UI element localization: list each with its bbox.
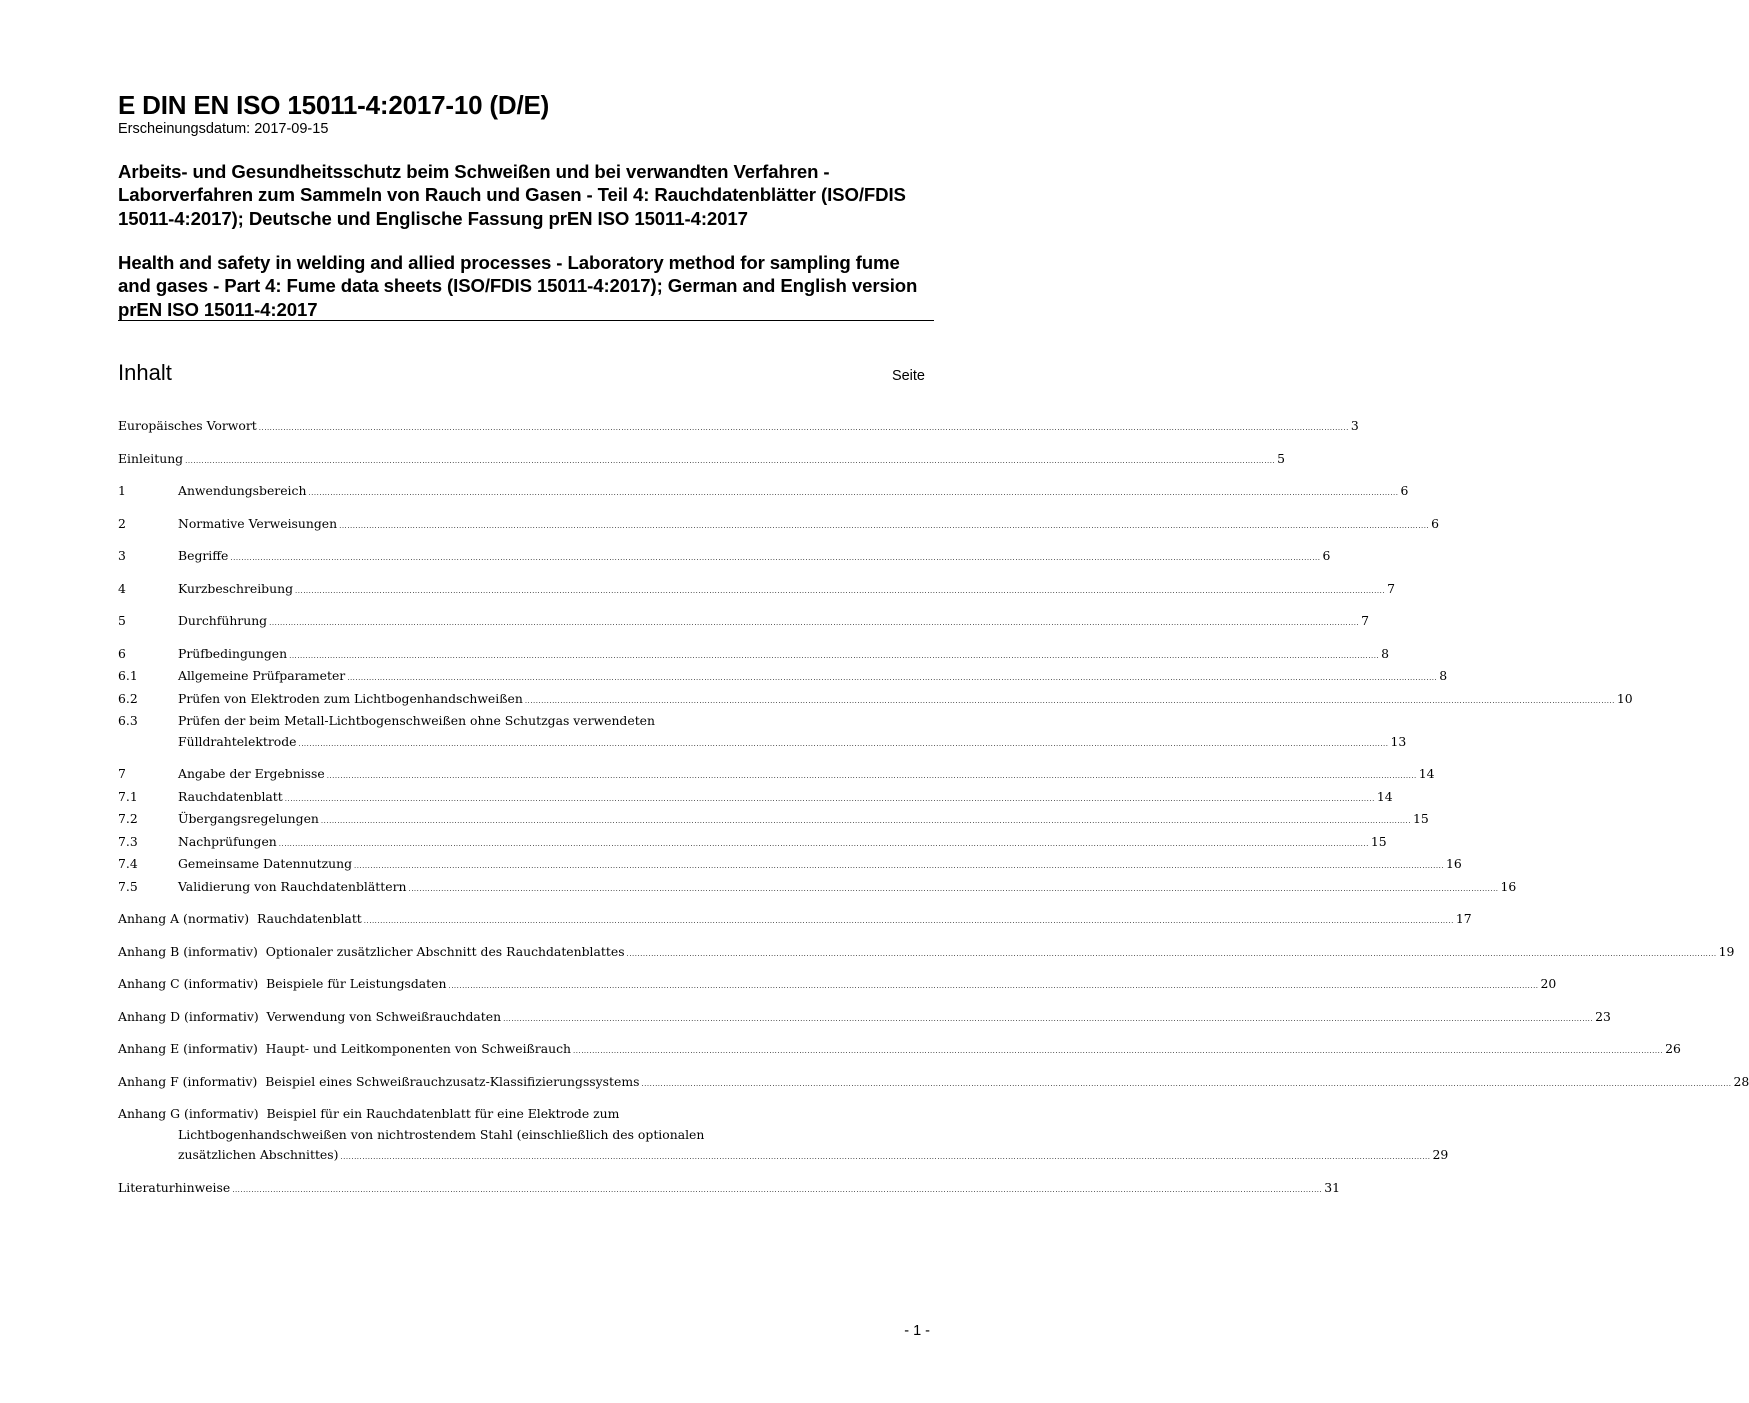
toc-entry-title: Europäisches Vorwort [118,418,257,433]
toc-entry-title: Nachprüfungen [178,833,277,849]
toc-entry-title: Übergangsregelungen [178,811,319,826]
toc-leader: ................................................................................................................................................................................................................................................................................................................................................................................................................ [573,1047,1664,1055]
toc-leader: ................................................................................................................................................................................................................................................................................................................................................................................................................ [347,674,1438,682]
toc-entry-title: Gemeinsame Datennutzung [178,856,352,871]
toc-leader: ................................................................................................................................................................................................................................................................................................................................................................................................................ [340,1153,1431,1161]
page-number: - 1 - [904,1323,930,1339]
toc-entry-title: Rauchdatenblatt [178,788,283,804]
toc-entry-page: 16 [1500,878,1517,894]
toc-leader: ................................................................................................................................................................................................................................................................................................................................................................................................................ [524,696,1615,705]
toc-entry-title: Anhang F (informativ) Beispiel eines Schweißrauchzusatz-Klassifizierungssystems [118,1073,640,1089]
toc-entry-7[interactable] [118,764,1435,787]
toc-entry-1[interactable] [118,481,1409,504]
toc-leader: ................................................................................................................................................................................................................................................................................................................................................................................................................ [258,424,1349,432]
toc-entry-page: 28 [1733,1073,1749,1089]
toc-leader: ................................................................................................................................................................................................................................................................................................................................................................................................................ [320,817,1411,825]
toc-leader: ................................................................................................................................................................................................................................................................................................................................................................................................................ [185,456,1276,465]
toc-leader: ................................................................................................................................................................................................................................................................................................................................................................................................................ [408,884,1499,893]
toc-leader: ................................................................................................................................................................................................................................................................................................................................................................................................................ [626,949,1717,958]
toc-entry-title: Anhang D (informativ) Verwendung von Schweißrauchdaten [118,1008,502,1024]
toc-leader: ................................................................................................................................................................................................................................................................................................................................................................................................................ [308,489,1399,497]
toc-entry-number: 3 [118,548,126,563]
title-german: Arbeits- und Gesundheitsschutz beim Schweißen und bei verwandten Verfahren - Laborverfahren zum Sammeln von Rauch und Gasen - Teil 4: Rauchdatenblätter (ISO/FDIS 15011-4:2017); Deutsche und Englische Fassung prEN ISO 15011-4:2017 [118,161,906,229]
toc-entry-number: 6 [118,645,126,661]
toc-entry-title-line2: Lichtbogenhandschweißen von nichtrostendem Stahl (einschließlich des optionalen [178,1126,705,1142]
toc-leader: ................................................................................................................................................................................................................................................................................................................................................................................................................ [295,586,1386,595]
toc-entry-title: Einleitung [118,450,184,466]
toc-leader: ................................................................................................................................................................................................................................................................................................................................................................................................................ [232,1185,1323,1194]
toc-entry-title-line2: Fülldrahtelektrode [178,733,297,749]
toc-entry-page: 6 [1431,515,1440,531]
toc-entry-title: Prüfbedingungen [178,645,288,661]
toc-entry-number: 1 [118,483,126,498]
toc-entry-einleitung[interactable] [118,449,1286,472]
toc-leader: ................................................................................................................................................................................................................................................................................................................................................................................................................ [448,982,1539,990]
toc-leader: ................................................................................................................................................................................................................................................................................................................................................................................................................ [641,1079,1732,1088]
toc-entry-7-2[interactable] [118,809,1429,832]
toc-entry-title: Anhang E (informativ) Haupt- und Leitkomponenten von Schweißrauch [118,1041,572,1056]
toc-entry-number: 7.5 [118,878,138,894]
toc-entry-anhang-b[interactable] [118,942,1735,965]
toc-entry-title-line1: Prüfen der beim Metall-Lichtbogenschweißen ohne Schutzgas verwendeten [178,713,655,728]
toc-entry-title: Allgemeine Prüfparameter [178,668,346,683]
toc-entry-page: 29 [1432,1147,1449,1162]
toc-entry-anhang-f[interactable] [118,1072,1749,1095]
toc-entry-title: Anhang B (informativ) Optionaler zusätzlicher Abschnitt des Rauchdatenblattes [118,943,625,959]
toc-entry-anhang-e[interactable] [118,1039,1681,1062]
toc-entry-page: 17 [1455,911,1472,926]
toc-entry-page: 26 [1665,1041,1681,1056]
toc-entry-page: 23 [1595,1008,1611,1024]
toc-entry-title: Durchführung [178,613,268,628]
toc-entry-page: 20 [1540,976,1557,991]
toc-leader: ................................................................................................................................................................................................................................................................................................................................................................................................................ [298,739,1389,748]
toc-entry-page: 6 [1322,548,1331,563]
toc-entry-7-5[interactable] [118,877,1517,900]
toc-entry-page: 3 [1350,418,1359,433]
toc-entry-page: 8 [1439,668,1448,683]
toc-entry-number: 4 [118,580,126,596]
toc-entry-6-3[interactable] [118,711,1407,754]
toc-page-label: Seite [891,368,925,384]
toc-entry-page: 10 [1616,690,1633,706]
toc-entry-title: Anwendungsbereich [178,483,307,498]
toc-entry-number: 7.1 [118,788,138,804]
toc-leader: ................................................................................................................................................................................................................................................................................................................................................................................................................ [354,862,1445,870]
toc-entry-title: Anhang A (normativ) Rauchdatenblatt [118,911,362,926]
toc-entry-3[interactable] [118,546,1331,569]
toc-leader: ................................................................................................................................................................................................................................................................................................................................................................................................................ [326,772,1417,780]
toc-entry-anhang-g[interactable] [118,1104,1449,1168]
toc-entry-page: 14 [1376,788,1393,804]
toc-entry-anhang-c[interactable] [118,974,1557,997]
toc-entry-title: Angabe der Ergebnisse [178,766,325,781]
toc-entry-page: 6 [1400,483,1409,498]
toc-entry-title: Validierung von Rauchdatenblättern [178,878,407,894]
toc-heading: Inhalt [118,360,172,385]
toc-entry-number: 2 [118,515,126,531]
table-of-contents [118,416,1749,1200]
toc-entry-7-1[interactable] [118,787,1393,810]
toc-entry-title: Normative Verweisungen [178,515,338,531]
toc-entry-title: Prüfen von Elektroden zum Lichtbogenhandschweißen [178,690,523,706]
toc-entry-6[interactable] [118,644,1390,667]
toc-entry-page: 13 [1390,733,1407,749]
toc-entry-page: 31 [1324,1179,1341,1195]
toc-entry-6-1[interactable] [118,666,1448,689]
toc-entry-number: 7.3 [118,833,138,849]
toc-leader: ................................................................................................................................................................................................................................................................................................................................................................................................................ [363,917,1454,925]
toc-leader: ................................................................................................................................................................................................................................................................................................................................................................................................................ [269,619,1360,627]
toc-entry-7-4[interactable] [118,854,1462,877]
toc-leader: ................................................................................................................................................................................................................................................................................................................................................................................................................ [339,521,1430,530]
toc-entry-title: Anhang C (informativ) Beispiele für Leistungsdaten [118,976,447,991]
toc-entry-page: 15 [1370,833,1387,849]
toc-entry-5[interactable] [118,611,1370,634]
toc-entry-7-3[interactable] [118,832,1387,855]
toc-entry-4[interactable] [118,579,1395,602]
toc-entry-page: 5 [1277,450,1286,466]
toc-leader: ................................................................................................................................................................................................................................................................................................................................................................................................................ [289,651,1380,660]
toc-entry-number: 7.4 [118,856,138,871]
toc-leader: ................................................................................................................................................................................................................................................................................................................................................................................................................ [278,839,1369,848]
toc-entry-page: 16 [1446,856,1462,871]
title-divider [118,320,934,321]
toc-leader: ................................................................................................................................................................................................................................................................................................................................................................................................................ [230,554,1321,562]
toc-entry-anhang-d[interactable] [118,1007,1611,1030]
toc-entry-number: 6.3 [118,713,138,728]
toc-entry-title-line1: Anhang G (informativ) Beispiel für ein Rauchdatenblatt für eine Elektrode zum [118,1106,620,1121]
toc-entry-number: 7.2 [118,811,138,826]
toc-entry-page: 15 [1412,811,1429,826]
document-id: E DIN EN ISO 15011-4:2017-10 (D/E) [118,90,550,120]
toc-entry-page: 7 [1361,613,1370,628]
toc-entry-number: 7 [118,766,126,781]
toc-entry-vorwort[interactable] [118,416,1359,439]
toc-entry-number: 6.1 [118,668,138,683]
toc-entry-2[interactable] [118,514,1440,537]
publication-date: Erscheinungsdatum: 2017-09-15 [118,121,329,137]
toc-entry-anhang-a[interactable] [118,909,1472,932]
toc-entry-literatur[interactable] [118,1178,1341,1201]
toc-entry-title: Begriffe [178,548,229,563]
toc-entry-number: 5 [118,613,126,628]
title-english: Health and safety in welding and allied processes - Laboratory method for sampling fume and gases - Part 4: Fume data sheets (ISO/FDIS 15011-4:2017); German and English version prEN ISO 15011-4:2017 [118,252,918,320]
toc-entry-title: Kurzbeschreibung [178,580,294,596]
toc-entry-number: 6.2 [118,690,138,706]
toc-entry-title: Literaturhinweise [118,1179,231,1195]
toc-entry-title-line3: zusätzlichen Abschnittes) [178,1147,339,1162]
toc-entry-page: 8 [1381,645,1390,661]
toc-entry-page: 19 [1718,943,1735,959]
toc-entry-page: 7 [1387,580,1395,596]
toc-entry-6-2[interactable] [118,689,1633,712]
toc-leader: ................................................................................................................................................................................................................................................................................................................................................................................................................ [284,794,1375,803]
toc-entry-page: 14 [1418,766,1435,781]
toc-leader: ................................................................................................................................................................................................................................................................................................................................................................................................................ [503,1014,1594,1023]
